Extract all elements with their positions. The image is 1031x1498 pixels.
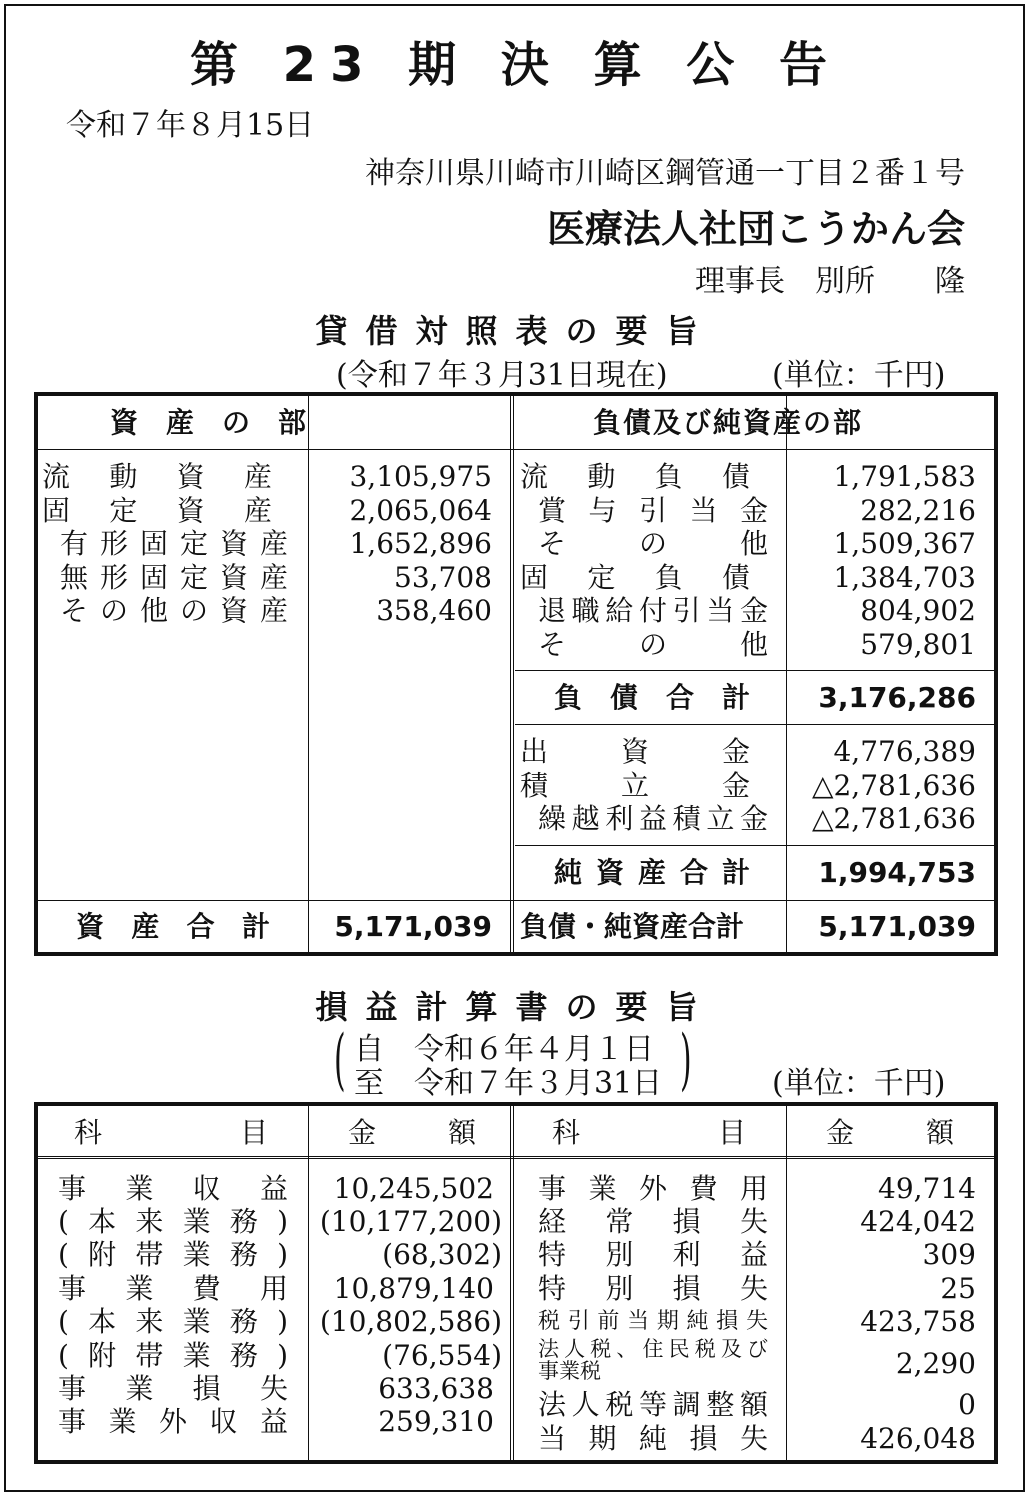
liab-value-current: 1,791,583 [833,460,976,493]
liab-value-fixed: 1,384,703 [833,561,976,594]
pl-left-label-1: (本来業務) [58,1205,288,1238]
pl-right-label-7: 当期純損失 [538,1422,768,1455]
col-item-left: 科 目 [74,1116,268,1149]
pl-left-value-7: 259,310 [378,1405,494,1438]
pl-right-label-3: 特別損失 [538,1272,768,1305]
period-bracket-left: ( [334,1021,346,1098]
liab-label-other1: その他 [538,527,768,560]
pl-right-label-5a: 法人税、住民税及び [538,1337,768,1361]
asset-label-tangible: 有形固定資産 [60,527,288,560]
col-amount-right: 金 額 [826,1116,954,1149]
equity-label-capital: 出資金 [520,735,750,768]
income-statement-table [34,1102,998,1464]
liab-value-bonus: 282,216 [860,494,976,527]
pl-left-value-4: (10,802,586) [319,1305,502,1338]
equity-total-value: 1,994,753 [818,856,976,889]
assets-total-label: 資産合計 [76,910,270,943]
liab-label-retirement: 退職給付引当金 [538,594,768,627]
col-amount-left: 金 額 [348,1116,476,1149]
period-to: 至 令和７年３月31日 [354,1066,663,1101]
balance-sheet-date: (令和７年３月31日現在) [336,358,668,393]
period-from: 自 令和６年４月１日 [354,1032,654,1067]
liabilities-header: 負債及び純資産の部 [593,406,864,439]
balance-sheet-title: 貸借対照表の要旨 [315,312,716,350]
income-statement-unit: (単位：千円) [772,1066,946,1101]
representative: 理事長 別所 隆 [695,264,965,299]
liab-label-fixed: 固定負債 [520,561,750,594]
pl-right-value-1: 424,042 [860,1205,976,1238]
equity-total-label: 純資産合計 [554,856,750,889]
equity-value-reserve: △2,781,636 [811,769,976,802]
assets-total-value: 5,171,039 [334,910,492,943]
col-item-right: 科 目 [552,1116,746,1149]
pl-right-value-4: 423,758 [860,1305,976,1338]
pl-right-label-6: 法人税等調整額 [538,1388,768,1421]
equity-value-retained: △2,781,636 [811,802,976,835]
pl-left-label-3: 事業費用 [58,1272,288,1305]
pl-left-value-6: 633,638 [378,1372,494,1405]
pl-left-value-0: 10,245,502 [333,1172,494,1205]
liab-total-label: 負債合計 [554,681,750,714]
assets-header: 資 産 の 部 [110,406,307,439]
pl-right-label-0: 事業外費用 [538,1172,768,1205]
asset-value-current: 3,105,975 [349,460,492,493]
pl-left-value-3: 10,879,140 [333,1272,494,1305]
pl-left-label-4: (本来業務) [58,1305,288,1338]
liab-value-other2: 579,801 [860,628,976,661]
asset-value-other: 358,460 [376,594,492,627]
pl-left-label-2: (附帯業務) [58,1238,288,1271]
equity-label-retained: 繰越利益積立金 [538,802,768,835]
pl-right-value-2: 309 [922,1238,976,1271]
page-title: 第 23 期 決 算 公 告 [189,37,842,93]
liab-label-other2: その他 [538,628,768,661]
pl-left-label-6: 事業損失 [58,1372,288,1405]
asset-value-intangible: 53,708 [394,561,492,594]
liab-equity-total-value: 5,171,039 [818,910,976,943]
asset-label-intangible: 無形固定資産 [60,561,288,594]
asset-value-tangible: 1,652,896 [349,527,492,560]
liab-value-other1: 1,509,367 [833,527,976,560]
liab-total-value: 3,176,286 [818,681,976,714]
period-bracket-right: ) [680,1021,692,1098]
liab-label-current: 流動負債 [520,460,750,493]
pl-right-value-0: 49,714 [878,1172,976,1205]
asset-label-current: 流動資産 [42,460,272,493]
company-name: 医療法人社団こうかん会 [546,207,965,251]
asset-label-other: その他の資産 [60,594,288,627]
equity-value-capital: 4,776,389 [833,735,976,768]
equity-label-reserve: 積立金 [520,769,750,802]
pl-right-label-4: 税引前当期純損失 [538,1309,768,1334]
pl-left-value-1: (10,177,200) [319,1205,502,1238]
income-statement-title: 損益計算書の要旨 [315,988,716,1026]
pl-right-value-7: 426,048 [860,1422,976,1455]
pl-left-label-7: 事業外収益 [58,1405,288,1438]
announcement-date: 令和７年８月15日 [66,108,315,143]
pl-left-label-5: (附帯業務) [58,1339,288,1372]
asset-label-fixed: 固定資産 [42,494,272,527]
balance-sheet-unit: (単位：千円) [772,358,946,393]
asset-value-fixed: 2,065,064 [349,494,492,527]
pl-left-label-0: 事業収益 [58,1172,288,1205]
pl-right-label-2: 特別利益 [538,1238,768,1271]
pl-right-label-1: 経常損失 [538,1205,768,1238]
pl-left-value-5: (76,554) [382,1339,502,1372]
pl-right-value-6: 0 [958,1388,976,1421]
pl-right-value-5: 2,290 [895,1347,976,1380]
liab-value-retirement: 804,902 [860,594,976,627]
company-address: 神奈川県川崎市川崎区鋼管通一丁目２番１号 [365,156,965,191]
pl-right-value-3: 25 [940,1272,976,1305]
pl-right-label-5b: 事業税 [538,1359,601,1383]
liab-equity-total-label: 負債・純資産合計 [520,910,745,943]
pl-left-value-2: (68,302) [382,1238,502,1271]
liab-label-bonus: 賞与引当金 [538,494,768,527]
balance-sheet-table [34,392,998,956]
